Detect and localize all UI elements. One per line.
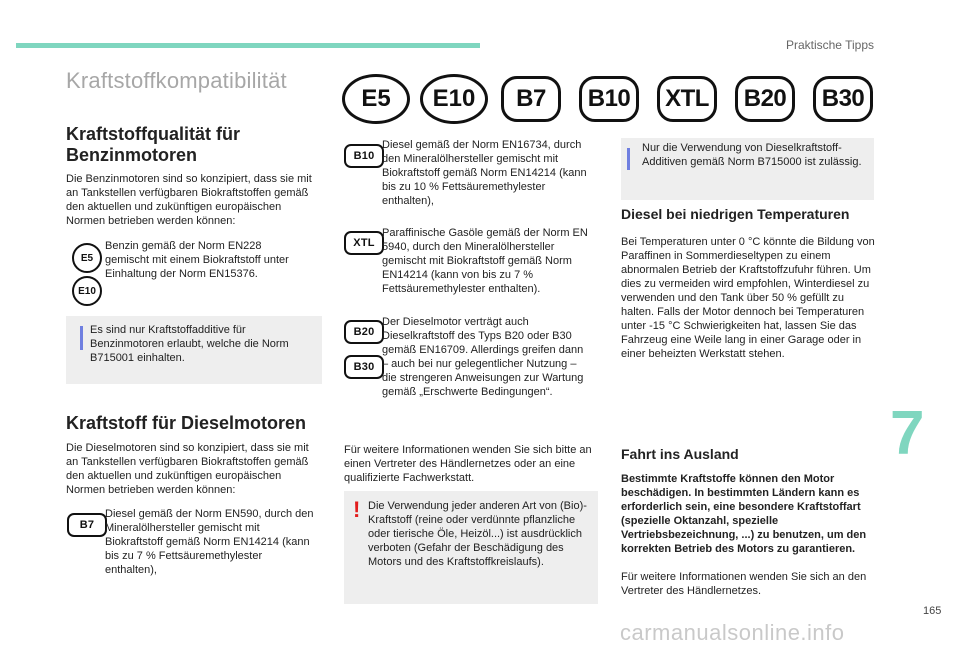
fuel-label-e5: E5 bbox=[72, 243, 102, 273]
info-icon bbox=[627, 148, 630, 170]
diesel-additive-note-box bbox=[621, 138, 874, 200]
fuel-label-b7: B7 bbox=[67, 513, 107, 537]
warning-icon: ! bbox=[353, 497, 361, 522]
warning-text: Die Verwendung jeder anderen Art von (Bio)-Kraftstoff (reine oder verdünnte pflanzliche oder tierische Öle, Heizöl...) ist ausdrücklich verboten (Gefahr der Beschädigung des Motors und des Kraftstoffkreislaufs). bbox=[368, 500, 587, 568]
e5-e10-description: Benzin gemäß der Norm EN228 gemischt mit einem Biokraftstoff unter Einhaltung der Norm EN15376. bbox=[105, 240, 289, 280]
fuel-label-b10-large: B10 bbox=[579, 76, 639, 122]
info-icon bbox=[80, 326, 83, 350]
benzin-additive-note: Es sind nur Kraftstoffadditive für Benzinmotoren erlaubt, welche die Norm B715001 einhalten. bbox=[90, 324, 289, 364]
fuel-label-e10-large: E10 bbox=[420, 74, 488, 124]
chapter-number: 7 bbox=[890, 399, 925, 468]
fuel-label-e5-large: E5 bbox=[342, 74, 410, 124]
cold-heading: Diesel bei niedrigen Temperaturen bbox=[621, 206, 850, 222]
abroad-warning: Bestimmte Kraftstoffe können den Motor beschädigen. In bestimmten Ländern kann es erforderlich sein, eine besondere Kraftstoffart (spezielle Oktanzahl, spezielle Vertriebsbezeichnung, ...) zu benutzen, um den korrekten Betrieb des Motors zu garantieren. bbox=[621, 473, 867, 555]
fuel-label-b20-large: B20 bbox=[735, 76, 795, 122]
diesel-heading: Kraftstoff für Dieselmotoren bbox=[66, 413, 307, 433]
abroad-text: Für weitere Informationen wenden Sie sich an den Vertreter des Händlernetzes. bbox=[621, 571, 867, 597]
fuel-label-xtl: XTL bbox=[344, 231, 384, 255]
watermark: carmanualsonline.info bbox=[620, 620, 845, 645]
xtl-description: Paraffinische Gasöle gemäß der Norm EN 5940, durch den Mineralölhersteller gemischt mit Biokraftstoff gemäß Norm EN14214 (kann von bis zu 7 % Fettsäuremethylester enthalten). bbox=[382, 227, 588, 295]
fuel-label-e10: E10 bbox=[72, 276, 102, 306]
diesel-additive-note: Nur die Verwendung von Dieselkraftstoff-Additiven gemäß Norm B715000 ist zulässig. bbox=[642, 142, 862, 168]
fuel-label-b10: B10 bbox=[344, 144, 384, 168]
b20-b30-description: Der Dieselmotor verträgt auch Dieselkraftstoff des Typs B20 oder B30 gemäß EN16709. Allerdings greifen dann – auch bei nur gelegentlicher Nutzung – die strengeren Anweisungen zur Wartung gemäß „Erschwerte Bedingungen“. bbox=[382, 316, 584, 398]
diesel-intro: Die Dieselmotoren sind so konzipiert, dass sie mit an Tankstellen verfügbaren Biokraftstoffen gemäß den aktuellen und zukünftigen europäischen Normen betrieben werden können: bbox=[66, 442, 309, 496]
benzin-heading: Kraftstoffqualität für Benzinmotoren bbox=[66, 124, 240, 165]
b7-description: Diesel gemäß der Norm EN590, durch den Mineralölhersteller gemischt mit Biokraftstoff gemäß Norm EN14214 (kann bis zu 7 % Fettsäuremethylester enthalten), bbox=[105, 508, 314, 576]
fuel-label-b30: B30 bbox=[344, 355, 384, 379]
fuel-label-b20: B20 bbox=[344, 320, 384, 344]
fuel-label-xtl-large: XTL bbox=[657, 76, 717, 122]
section-label: Praktische Tipps bbox=[785, 38, 874, 52]
benzin-additive-note-box bbox=[66, 316, 322, 384]
fuel-label-b7-large: B7 bbox=[501, 76, 561, 122]
abroad-heading: Fahrt ins Ausland bbox=[621, 446, 739, 462]
cold-text: Bei Temperaturen unter 0 °C könnte die Bildung von Paraffinen in Sommerdieseltypen zu einem abnormalen Betrieb der Kraftstoffzufuhr führen. Um dies zu vermeiden wird empfohlen, Winterdiesel zu verwenden und den Tank über 50 % gefüllt zu halten. Falls der Motor dennoch bei Temperaturen unter -15 °C Schwierigkeiten hat, lassen Sie das Fahrzeug eine Weile lang in einer Garage oder in einer beheizten Werkstatt stehen. bbox=[621, 236, 875, 360]
b10-description: Diesel gemäß der Norm EN16734, durch den Mineralölhersteller gemischt mit Biokraftstoff gemäß Norm EN14214 (kann bis zu 10 % Fettsäuremethylester enthalten), bbox=[382, 139, 587, 207]
more-info-text: Für weitere Informationen wenden Sie sich bitte an einen Vertreter des Händlernetzes oder an eine qualifizierte Fachwerkstatt. bbox=[344, 444, 592, 484]
page-number: 165 bbox=[923, 605, 942, 617]
warning-box bbox=[344, 491, 598, 604]
header-accent-bar bbox=[16, 43, 480, 48]
benzin-intro: Die Benzinmotoren sind so konzipiert, dass sie mit an Tankstellen verfügbaren Biokraftstoffen gemäß den aktuellen und zukünftigen europäischen Normen betrieben werden können: bbox=[66, 173, 312, 227]
page-title: Kraftstoffkompatibilität bbox=[66, 68, 287, 93]
fuel-label-b30-large: B30 bbox=[813, 76, 873, 122]
